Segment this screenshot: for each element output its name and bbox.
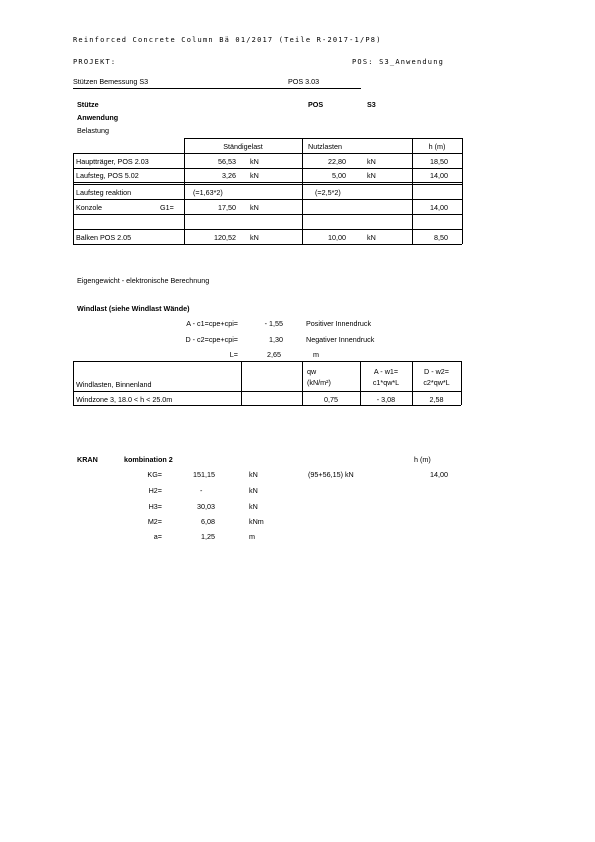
kran-h-label: h (m) xyxy=(414,455,431,464)
section-title: Stützen Bemessung S3 xyxy=(73,77,149,86)
wind-c1-value: - 1,55 xyxy=(264,319,283,328)
intro-pos-label: POS xyxy=(308,100,324,109)
table-row-g: 17,50 xyxy=(218,203,236,212)
intro-pos-value: S3 xyxy=(367,100,376,109)
kran-row-value: 6,08 xyxy=(201,517,215,526)
wind-c1-label: A - c1=cpe+cpi= xyxy=(186,319,238,328)
wind-table-w1-formula: c1*qw*L xyxy=(372,378,400,387)
wind-table-qw-unit: (kN/m²) xyxy=(307,378,331,387)
header-nutzlasten: Nutzlasten xyxy=(308,142,342,151)
table-row-name: Balken POS 2.05 xyxy=(76,233,132,242)
table-row-g: (=1,63*2) xyxy=(193,188,223,197)
wind-table-label: Windlasten, Binnenland xyxy=(76,380,152,389)
kran-label: KRAN xyxy=(77,455,98,464)
kran-row-value: - xyxy=(200,486,203,495)
table-row-h: 8,50 xyxy=(434,233,448,242)
kran-row-unit: kN xyxy=(249,470,258,479)
stuetze-label: Stütze xyxy=(77,100,99,109)
kran-row-label: M2= xyxy=(147,517,162,526)
table-row-q-unit: kN xyxy=(367,157,376,166)
wind-c2-label: D - c2=cpe+cpi= xyxy=(185,335,238,344)
wind-table-qw: qw xyxy=(307,367,317,376)
header-staendigelast: Ständigelast xyxy=(223,142,263,151)
kran-row-value: 151,15 xyxy=(193,470,215,479)
wind-table-row-qw: 0,75 xyxy=(324,395,338,404)
kran-row-label: H3= xyxy=(148,502,162,511)
anwendung-label: Anwendung xyxy=(77,113,119,122)
table-row-q: 5,00 xyxy=(332,171,346,180)
table-row-extra: G1= xyxy=(160,203,174,212)
kran-row-h: 14,00 xyxy=(430,470,448,479)
wind-table-w2-formula: c2*qw*L xyxy=(423,378,450,387)
table-row-q: 10,00 xyxy=(328,233,346,242)
table-row-g: 120,52 xyxy=(214,233,236,242)
wind-table-row-w1: - 3,08 xyxy=(376,395,396,404)
table-row-h: 14,00 xyxy=(430,171,448,180)
eigengewicht-note: Eigengewicht - elektronische Berechnung xyxy=(77,276,210,285)
section-underline xyxy=(73,88,361,89)
kran-row-note: (95+56,15) kN xyxy=(308,470,354,479)
wind-c2-note: Negativer Innendruck xyxy=(306,335,375,344)
table-row-q-unit: kN xyxy=(367,171,376,180)
table-row-g-unit: kN xyxy=(250,171,259,180)
table-row-g: 3,26 xyxy=(222,171,236,180)
table-row-g: 56,53 xyxy=(218,157,236,166)
kran-row-value: 1,25 xyxy=(201,532,215,541)
header-h: h (m) xyxy=(428,142,446,151)
kran-row-label: H2= xyxy=(148,486,162,495)
wind-table-row-label: Windzone 3, 18.0 < h < 25.0m xyxy=(76,395,173,404)
kran-row-value: 30,03 xyxy=(197,502,215,511)
section-pos: POS 3.03 xyxy=(288,77,320,86)
table-row-name: Laufsteg, POS 5.02 xyxy=(76,171,139,180)
table-row-name: Hauptträger, POS 2.03 xyxy=(76,157,149,166)
kran-row-unit: kNm xyxy=(249,517,264,526)
table-row-q: (=2,5*2) xyxy=(315,188,341,197)
header-pos-label: POS: S3_Anwendung xyxy=(352,58,445,66)
projekt-label: PROJEKT: xyxy=(73,58,117,66)
kran-row-unit: kN xyxy=(249,502,258,511)
wind-table-w1-head: A - w1= xyxy=(373,367,399,376)
wind-l-value: 2,65 xyxy=(267,350,281,359)
kran-row-unit: kN xyxy=(249,486,258,495)
wind-table-w2-head: D - w2= xyxy=(424,367,449,376)
document-header-line: Reinforced Concrete Column Bä 01/2017 (Teile R-2017-1/P8) xyxy=(73,36,382,44)
wind-c2-value: 1,30 xyxy=(269,335,283,344)
table-row-q: 22,80 xyxy=(328,157,346,166)
table-row-h: 18,50 xyxy=(430,157,448,166)
table-row-g-unit: kN xyxy=(250,233,259,242)
wind-c1-note: Positiver Innendruck xyxy=(306,319,372,328)
kran-row-unit: m xyxy=(249,532,255,541)
windlast-title: Windlast (siehe Windlast Wände) xyxy=(77,304,190,313)
kran-row-label: a= xyxy=(153,532,162,541)
kran-row-label: KG= xyxy=(147,470,162,479)
table-row-g-unit: kN xyxy=(250,203,259,212)
wind-l-label: L= xyxy=(229,350,238,359)
wind-l-unit: m xyxy=(313,350,319,359)
table-row-g-unit: kN xyxy=(250,157,259,166)
table-row-name: Konzole xyxy=(76,203,102,212)
kran-kombination: kombination 2 xyxy=(124,455,173,464)
belastung-label: Belastung xyxy=(77,126,109,135)
table-row-q-unit: kN xyxy=(367,233,376,242)
table-row-h: 14,00 xyxy=(430,203,448,212)
table-row-name: Laufsteg reaktion xyxy=(76,188,132,197)
wind-table-row-w2: 2,58 xyxy=(429,395,444,404)
